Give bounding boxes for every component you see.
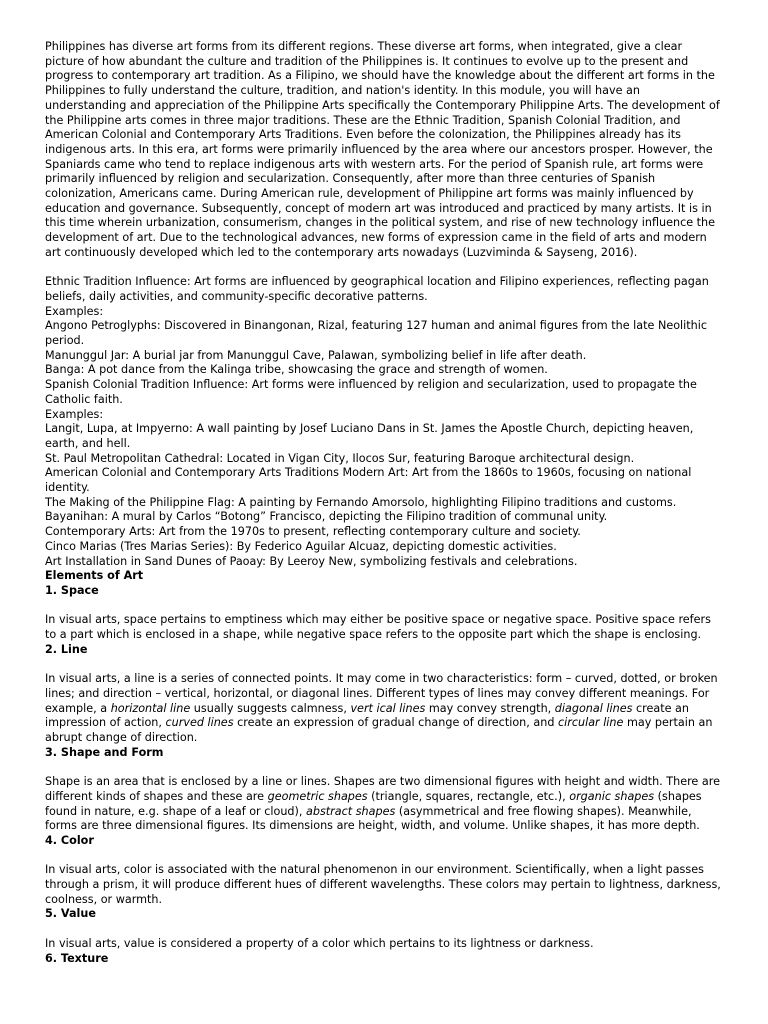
- art-installation: Art Installation in Sand Dunes of Paoay: By Leeroy New, symbolizing festivals and celebrations.: [45, 554, 578, 568]
- shape-text: (asymmetrical and free flowing shapes). Meanwhile, forms are three dimensional figures. Its dimensions are height, width, and volume. Unlike shapes, it has more depth.: [45, 804, 700, 833]
- shape-body: [45, 775, 723, 834]
- shape-title: 3. Shape and Form: [45, 745, 164, 759]
- line-italic-term: curved lines: [165, 716, 234, 730]
- space-body: In visual arts, space pertains to emptiness which may either be positive space or negative space. Positive space refers to a part which is enclosed in a shape, while negative space refers to the opposite part which the shape is enclosing.: [45, 613, 711, 642]
- angono-petroglyphs: Angono Petroglyphs: Discovered in Binangonan, Rizal, featuring 127 human and animal figures from the late Neolithic period.: [45, 319, 708, 348]
- shape-text: Shape is an area that is enclosed by a line or lines. Shapes are two dimensional figures with height and width. There are different kinds of shapes and these are: [45, 775, 720, 803]
- line-italic-term: horizontal line: [110, 701, 191, 715]
- ethnic-tradition: Ethnic Tradition Influence: Art forms are influenced by geographical location and Filipino experiences, reflecting pagan beliefs, daily activities, and community-specific decorative patterns.: [45, 275, 709, 303]
- paragraph-gap: [45, 849, 723, 864]
- space-title: 1. Space: [45, 584, 99, 597]
- american-tradition: American Colonial and Contemporary Arts Traditions Modern Art: Art from the 1860s to 1960s, focusing on national identity.: [45, 466, 692, 495]
- making-of-flag: The Making of the Philippine Flag: A painting by Fernando Amorsolo, highlighting Filipino traditions and customs.: [45, 495, 677, 509]
- color-title: 4. Color: [45, 833, 94, 847]
- line-text: may pertain an abrupt change of direction.: [45, 716, 713, 744]
- color-body: In visual arts, color is associated with the natural phenomenon in our environment. Scientifically, when a light passes through a prism, it will produce different hues of different wavelengths. These colors may pertain to lightness, darkness, coolness, or warmth.: [45, 863, 721, 906]
- line-italic-term: vert ical lines: [350, 701, 426, 715]
- line-italic-term: circular line: [557, 716, 624, 730]
- shape-text: (shapes found in nature, e.g. shape of a leaf or cloud),: [45, 789, 702, 818]
- line-text: may convey strength,: [425, 701, 555, 715]
- manunggul-jar: Manunggul Jar: A burial jar from Manunggul Cave, Palawan, symbolizing belief in life after death.: [45, 348, 587, 362]
- paragraph-gap: [45, 599, 723, 614]
- contemporary-arts: Contemporary Arts: Art from the 1970s to present, reflecting contemporary culture and society.: [45, 525, 581, 539]
- line-text: usually suggests calmness,: [190, 701, 351, 715]
- examples-label: Examples:: [45, 304, 104, 318]
- value-title: 5. Value: [45, 907, 96, 921]
- bayanihan: Bayanihan: A mural by Carlos “Botong” Francisco, depicting the Filipino tradition of communal unity.: [45, 510, 608, 524]
- line-italic-term: diagonal lines: [554, 701, 633, 715]
- value-body: In visual arts, value is considered a property of a color which pertains to its lightness or darkness.: [45, 936, 594, 950]
- intro-paragraph: Philippines has diverse art forms from its different regions. These diverse art forms, when integrated, give a clear picture of how abundant the culture and tradition of the Philippines is. It continues to evolve up to the present and progress to contemporary art tradition. As a Filipino, we should have the knowledge about the different art forms in the Philippines to fully understand the culture, tradition, and nation's identity. In this module, you will have an understanding and appreciation of the Philippine Arts specifically the Contemporary Philippine Arts. The development of the Philippine arts comes in three major traditions. These are the Ethnic Tradition, Spanish Colonial Tradition, and American Colonial and Contemporary Arts Traditions. Even before the colonization, the Philippines already has its indigenous arts. In this era, art forms were primarily influenced by the area where our ancestors prosper. However, the Spaniards came who tend to replace indigenous arts with western arts. For the period of Spanish rule, art forms were primarily influenced by religion and secularization. Consequently, after more than three centuries of Spanish colonization, Americans came. During American rule, development of Philippine art forms was mainly influenced by education and governance. Subsequently, concept of modern art was introduced and practiced by many artists. It is in this time wherein urbanization, consumerism, changes in the political system, and rise of new technology influence the development of art. Due to the technological advances, new forms of expression came in the field of arts and modern art continuously developed which led to the contemporary arts nowadays (Luzviminda & Sayseng, 2016).: [45, 40, 720, 259]
- langit-lupa-impyerno: Langit, Lupa, at Impyerno: A wall painting by Josef Luciano Dans in St. James the Apostle Church, depicting heaven, earth, and hell.: [45, 422, 694, 450]
- paragraph-gap: [45, 760, 723, 775]
- document-body: [45, 40, 723, 966]
- shape-italic-term: geometric shapes: [267, 789, 368, 803]
- examples-label: Examples:: [45, 407, 104, 421]
- spanish-tradition: Spanish Colonial Tradition Influence: Art forms were influenced by religion and secularization, used to propagate the Catholic faith.: [45, 378, 697, 406]
- banga: Banga: A pot dance from the Kalinga tribe, showcasing the grace and strength of women.: [45, 363, 548, 377]
- st-paul-cathedral: St. Paul Metropolitan Cathedral: Located in Vigan City, Ilocos Sur, featuring Baroque architectural design.: [45, 451, 635, 465]
- line-text: In visual arts, a line is a series of connected points. It may come in two characteristics: form – curved, dotted, or broken lines; and direction – vertical, horizontal, or diagonal lines. Different types of lines may convey different meanings. For example, a: [45, 672, 718, 715]
- paragraph-gap: [45, 658, 723, 673]
- cinco-marias: Cinco Marias (Tres Marias Series): By Federico Aguilar Alcuaz, depicting domestic activities.: [45, 539, 557, 553]
- shape-text: (triangle, squares, rectangle, etc.),: [367, 789, 570, 803]
- shape-italic-term: organic shapes: [569, 789, 655, 803]
- line-body: [45, 672, 723, 746]
- paragraph-gap: [45, 922, 723, 937]
- line-text: create an impression of action,: [45, 701, 689, 730]
- line-title: 2. Line: [45, 642, 88, 656]
- paragraph-gap: [45, 261, 723, 276]
- elements-heading: Elements of Art: [45, 569, 144, 583]
- texture-title: 6. Texture: [45, 951, 109, 965]
- line-text: create an expression of gradual change of direction, and: [233, 716, 558, 730]
- shape-italic-term: abstract shapes: [305, 804, 396, 818]
